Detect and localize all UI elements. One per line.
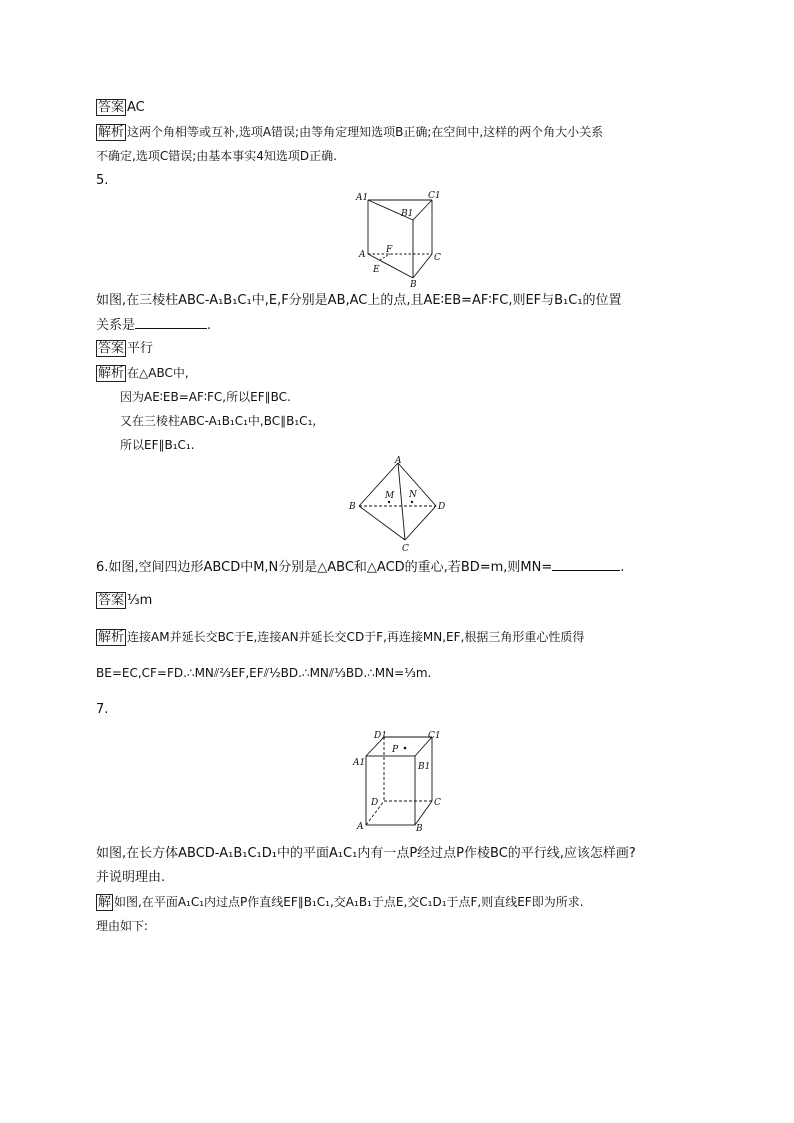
q5-analysis-line-1 [96, 364, 189, 382]
label-E: E [373, 265, 380, 275]
label-F: F [386, 245, 393, 255]
label-D1: D1 [374, 731, 387, 741]
label-D: D [371, 798, 379, 808]
label-M: M [385, 491, 395, 501]
prism-figure [354, 186, 446, 288]
q5-answer-line [96, 340, 153, 358]
q6-question-text: 6.如图,空间四边形ABCD中M,N分别是△ABC和△ACD的重心,若BD=m,则MN= [96, 560, 553, 575]
q6-answer-line [96, 592, 152, 610]
q5-question-text-2: 关系是 [96, 318, 136, 333]
answer-blank [135, 316, 207, 329]
label-B: B [416, 824, 423, 833]
q7-analysis-line-1 [96, 893, 584, 911]
q5-question-line-1: 如图,在三棱柱ABC-A₁B₁C₁中,E,F分别是AB,AC上的点,且AE∶EB=AF∶FC,则EF与B₁C₁的位置 [96, 293, 622, 308]
q5-analysis-line-2: 因为AE∶EB=AF∶FC,所以EF∥BC. [120, 390, 291, 404]
analysis-tag: 解析 [98, 125, 125, 140]
q6-question-line [96, 558, 624, 577]
answer-blank [552, 558, 620, 571]
q4-answer: AC [127, 100, 145, 115]
label-N: N [409, 490, 417, 500]
q5-analysis-text-1: 在△ABC中, [127, 366, 189, 380]
q4-analysis-line-2: 不确定,选项C错误;由基本事实4知选项D正确. [96, 149, 337, 163]
label-C: C [434, 798, 441, 808]
label-C: C [434, 253, 441, 263]
label-B: B [410, 280, 417, 288]
answer-tag: 答案 [98, 341, 125, 356]
label-A: A [357, 822, 364, 832]
tetrahedron-figure [345, 455, 455, 555]
q5-answer: 平行 [127, 341, 154, 356]
answer-tag: 答案 [98, 593, 125, 608]
q7-analysis-text-1: 如图,在平面A₁C₁内过点P作直线EF∥B₁C₁,交A₁B₁于点E,交C₁D₁于点F,则直线EF即为所求. [114, 895, 584, 909]
q4-analysis-text-1: 这两个角相等或互补,选项A错误;由等角定理知选项B正确;在空间中,这样的两个角大小关系 [127, 125, 604, 139]
label-A1: A1 [353, 758, 366, 768]
q5-question-end: . [207, 318, 212, 333]
label-D: D [438, 502, 446, 512]
label-A: A [359, 250, 366, 260]
label-P: P [392, 745, 399, 755]
answer-tag: 答案 [98, 100, 125, 115]
q7-analysis-line-2: 理由如下: [96, 919, 149, 933]
q7-question-line-2: 并说明理由. [96, 870, 166, 885]
q5-question-line-2 [96, 316, 211, 335]
q5-analysis-line-3: 又在三棱柱ABC-A₁B₁C₁中,BC∥B₁C₁, [120, 414, 317, 428]
label-C1: C1 [428, 731, 441, 741]
q5-number: 5. [96, 173, 109, 188]
label-A1: A1 [356, 193, 369, 203]
q6-answer: ⅓m [127, 593, 153, 608]
label-A: A [395, 456, 402, 466]
q4-analysis-line-1 [96, 123, 603, 141]
label-B1: B1 [418, 762, 431, 772]
label-C1: C1 [428, 191, 441, 201]
q5-analysis-line-4: 所以EF∥B₁C₁. [120, 438, 195, 452]
cuboid-figure [352, 727, 448, 833]
q7-question-line-1: 如图,在长方体ABCD-A₁B₁C₁D₁中的平面A₁C₁内有一点P经过点P作棱BC的平行线,应该怎样画? [96, 846, 636, 861]
label-B1: B1 [401, 209, 414, 219]
q7-number: 7. [96, 702, 109, 717]
q6-analysis-line-1 [96, 628, 584, 646]
analysis-tag: 解析 [98, 366, 125, 381]
analysis-tag: 解 [98, 895, 112, 910]
analysis-tag: 解析 [98, 630, 125, 645]
q6-analysis-text-1: 连接AM并延长交BC于E,连接AN并延长交CD于F,再连接MN,EF,根据三角形重心性质得 [127, 630, 585, 644]
q6-analysis-line-2: BE=EC,CF=FD.∴MN⫽⅔EF,EF⫽½BD.∴MN⫽⅓BD.∴MN=⅓m. [96, 666, 432, 680]
label-C: C [402, 544, 409, 554]
label-B: B [349, 502, 356, 512]
q6-question-end: . [620, 560, 625, 575]
q4-answer-line [96, 99, 145, 117]
